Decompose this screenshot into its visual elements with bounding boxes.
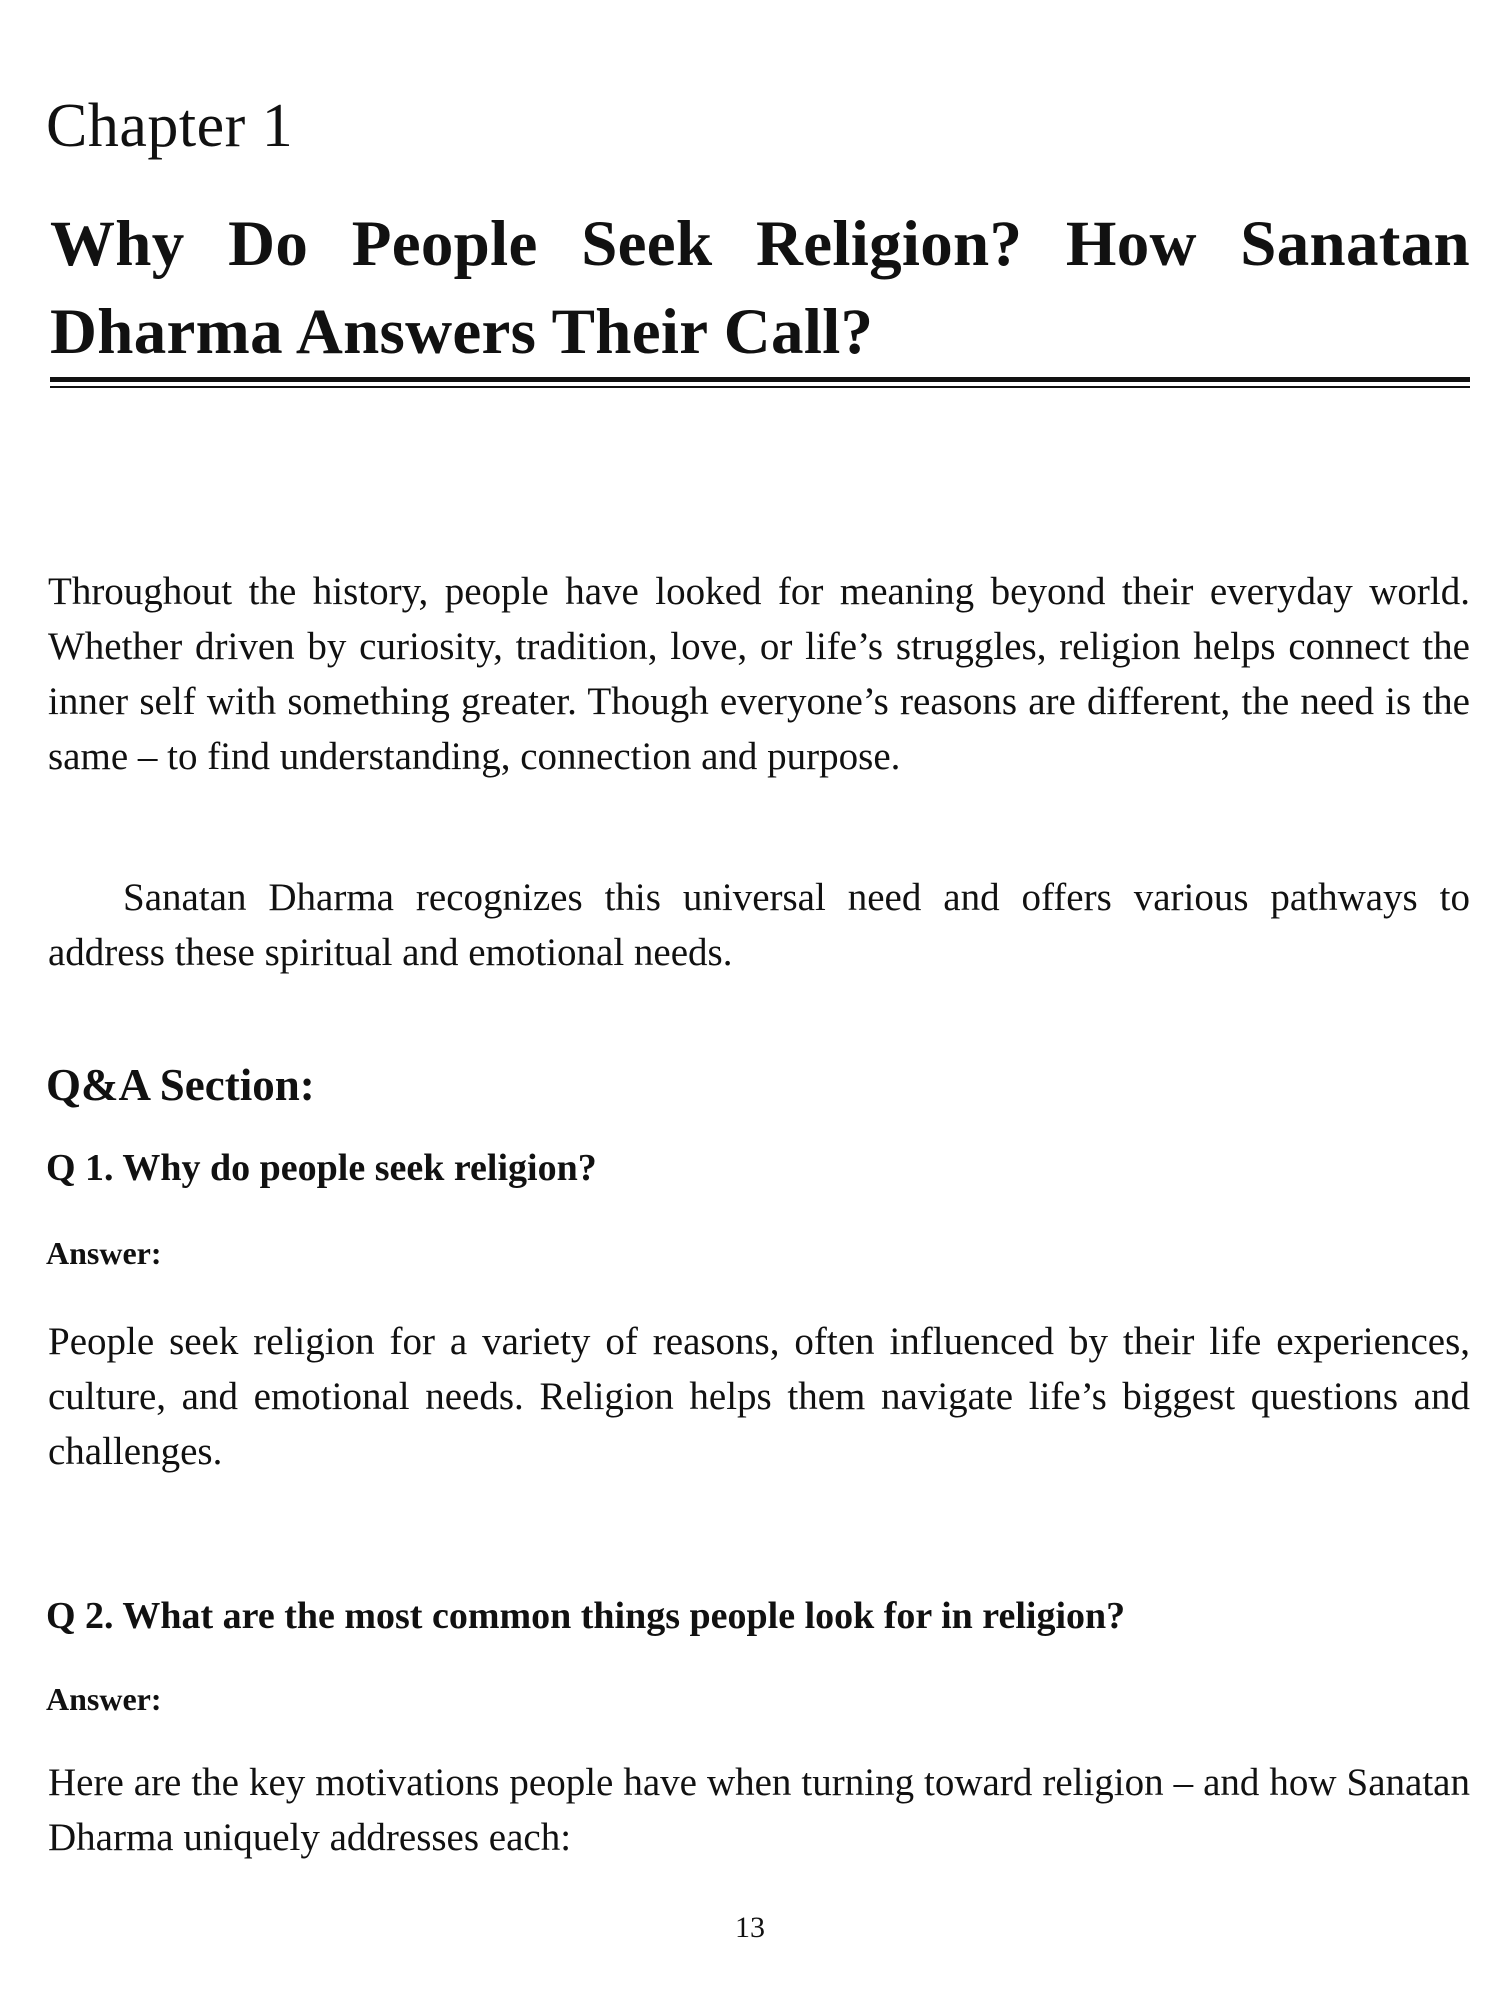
title-divider-thick <box>50 377 1470 382</box>
answer-text: People seek religion for a variety of reasons, often influenced by their life experiences, culture, and emotional needs. Religion helps them navigate life’s biggest questions and challenges. <box>48 1320 1470 1473</box>
answer-label: Answer: <box>46 1235 162 1271</box>
chapter-title: Why Do People Seek Religion? How Sanatan Dharma Answers Their Call? <box>50 208 1470 368</box>
chapter-label: Chapter 1 <box>46 92 294 160</box>
question-heading: Q 2. What are the most common things people look for in religion? <box>46 1595 1126 1637</box>
intro-paragraph: Sanatan Dharma recognizes this universal need and offers various pathways to address these spiritual and emotional needs. <box>48 876 1470 974</box>
qa-section-heading: Q&A Section: <box>46 1060 315 1110</box>
page-number: 13 <box>735 1911 765 1944</box>
intro-paragraph: Throughout the history, people have looked for meaning beyond their everyday world. Whether driven by curiosity, tradition, love, or life’s struggles, religion helps connect the inner self with something greater. Though everyone’s reasons are different, the need is the same – to find understanding, connection and purpose. <box>48 570 1470 778</box>
question-heading: Q 1. Why do people seek religion? <box>46 1147 597 1189</box>
title-divider-thin <box>50 386 1470 388</box>
answer-text: Here are the key motivations people have when turning toward religion – and how Sanatan Dharma uniquely addresses each: <box>48 1761 1470 1859</box>
answer-label: Answer: <box>46 1681 162 1717</box>
